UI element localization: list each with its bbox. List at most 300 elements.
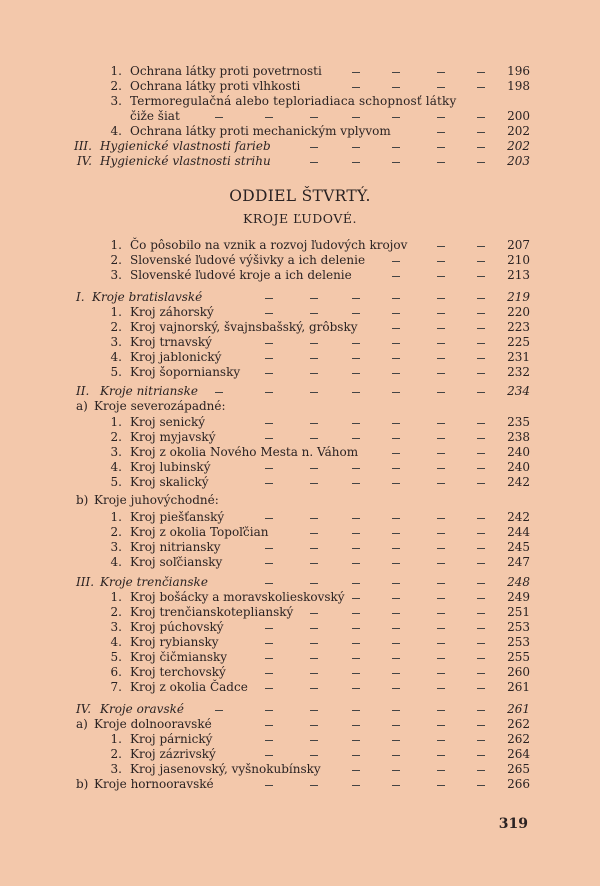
entry-text: Kroj čičmiansky (130, 650, 228, 664)
leader-dash (310, 575, 318, 590)
leader-dash (437, 238, 445, 253)
leader-dash (437, 415, 445, 430)
entry-text: Kroj terchovský (130, 665, 226, 679)
toc-entry (0, 777, 600, 792)
entry-text: Kroje bratislavské (92, 290, 203, 304)
toc-entry (0, 590, 600, 605)
page-number: 260 (507, 665, 530, 679)
leader-dash (477, 510, 485, 525)
leader-dash (392, 732, 400, 747)
entry-text: Kroj šoporniansky (130, 365, 241, 379)
toc-entry (0, 445, 600, 460)
leader-dash (265, 415, 273, 430)
leader-dash (352, 665, 360, 680)
entry-number: 3. (110, 620, 122, 634)
toc-entry (0, 415, 600, 430)
leader-dash (477, 762, 485, 777)
leader-dash (310, 525, 318, 540)
leader-dash (477, 635, 485, 650)
leader-dash (437, 680, 445, 695)
leader-dash (215, 702, 223, 717)
leader-dash (265, 305, 273, 320)
leader-dash (437, 305, 445, 320)
leader-dash (392, 777, 400, 792)
page-number: 266 (507, 777, 530, 791)
leader-dash (437, 510, 445, 525)
entry-number: 2. (110, 253, 122, 267)
entry-number: b) (76, 777, 89, 791)
entry-number: IV. (76, 702, 92, 716)
entry-number: 1. (110, 305, 122, 319)
leader-dash (265, 350, 273, 365)
leader-dash (437, 445, 445, 460)
entry-text: Kroje trenčianske (100, 575, 208, 589)
entry-number: II. (76, 384, 90, 398)
entry-text: Kroje juhovýchodné: (94, 493, 219, 507)
entry-number: 2. (110, 747, 122, 761)
leader-dash (392, 365, 400, 380)
entry-text: Čo pôsobilo na vznik a rozvoj ľudových krojov (130, 238, 408, 252)
entry-text: Kroj soľčiansky (130, 555, 223, 569)
entry-text: Kroje severozápadné: (94, 399, 226, 413)
leader-dash (265, 777, 273, 792)
page-number: 262 (507, 717, 530, 731)
leader-dash (392, 525, 400, 540)
leader-dash (265, 702, 273, 717)
toc-entry (0, 680, 600, 695)
leader-dash (352, 540, 360, 555)
leader-dash (392, 475, 400, 490)
leader-dash (310, 635, 318, 650)
entry-text: Kroj trenčianskoteplianský (130, 605, 294, 619)
entry-number: I. (76, 290, 85, 304)
toc-entry: 2. Ochrana látky proti vlhkosti 198 (110, 79, 530, 93)
leader-dash (265, 620, 273, 635)
leader-dash (265, 555, 273, 570)
leader-dash (437, 365, 445, 380)
leader-dash (352, 460, 360, 475)
leader-dash (352, 384, 360, 399)
leader-dash (477, 460, 485, 475)
page-number: 213 (507, 268, 530, 282)
toc-entry: III. Hygienické vlastnosti farieb 202 (73, 139, 530, 153)
toc-entry (0, 493, 600, 508)
toc-entry: 3. Termoregulačná alebo teploriadiaca schopnosť látky (110, 94, 457, 108)
entry-number: 5. (110, 365, 122, 379)
page-number: 247 (507, 555, 530, 569)
page-number: 251 (507, 605, 530, 619)
leader-dash (437, 253, 445, 268)
toc-entry (0, 460, 600, 475)
leader-dash (437, 268, 445, 283)
entry-text: Kroje hornooravské (94, 777, 214, 791)
leader-dash (437, 620, 445, 635)
leader-dash (310, 510, 318, 525)
leader-dash (265, 747, 273, 762)
leader-dash (392, 575, 400, 590)
entry-text: Kroj záhorský (130, 305, 214, 319)
leader-dash (477, 732, 485, 747)
toc-entry (0, 335, 600, 350)
toc-entry (0, 732, 600, 747)
leader-dash (477, 620, 485, 635)
page-number: 253 (507, 635, 530, 649)
leader-dash (310, 460, 318, 475)
page-number: 210 (507, 253, 530, 267)
leader-dash (265, 384, 273, 399)
leader-dash (392, 540, 400, 555)
leader-dash (437, 460, 445, 475)
toc-entry (0, 650, 600, 665)
entry-number: 1. (110, 510, 122, 524)
leader-dash (477, 717, 485, 732)
toc-entry (0, 510, 600, 525)
leader-dash (265, 460, 273, 475)
leader-dash (352, 650, 360, 665)
toc-entry (0, 384, 600, 399)
entry-text: Kroj z okolia Nového Mesta n. Váhom (130, 445, 359, 459)
entry-text: Slovenské ľudové výšivky a ich delenie (130, 253, 366, 267)
toc-entry: čiže šiat 200 (130, 109, 530, 123)
leader-dash (437, 335, 445, 350)
entry-text: Kroj trnavský (130, 335, 212, 349)
page-number: 200 (507, 109, 530, 123)
toc-entry (0, 620, 600, 635)
entry-number: 1. (110, 590, 122, 604)
entry-number: 4. (110, 555, 122, 569)
toc-entry (0, 399, 600, 414)
leader-dash (392, 590, 400, 605)
toc-entry (0, 540, 600, 555)
page-number: 261 (507, 680, 530, 694)
leader-dash (310, 650, 318, 665)
entry-text: Kroj skalický (130, 475, 209, 489)
entry-text: Kroj zázrivský (130, 747, 216, 761)
leader-dash (265, 665, 273, 680)
leader-dash (392, 320, 400, 335)
leader-dash (392, 762, 400, 777)
entry-number: 2. (110, 430, 122, 444)
leader-dash (310, 384, 318, 399)
page-number: 255 (507, 650, 530, 664)
leader-dash (477, 365, 485, 380)
leader-dash (477, 540, 485, 555)
entry-number: 2. (110, 525, 122, 539)
leader-dash (437, 732, 445, 747)
leader-dash (352, 305, 360, 320)
leader-dash (352, 702, 360, 717)
page-number: 240 (507, 445, 530, 459)
leader-dash (265, 475, 273, 490)
toc-entry (0, 238, 600, 253)
toc-entry (0, 350, 600, 365)
entry-text: Kroj nitriansky (130, 540, 221, 554)
leader-dash (310, 365, 318, 380)
leader-dash (392, 650, 400, 665)
entry-text: Kroj jasenovský, vyšnokubínsky (130, 762, 321, 776)
leader-dash (477, 605, 485, 620)
leader-dash (352, 590, 360, 605)
leader-dash (265, 575, 273, 590)
leader-dash (392, 620, 400, 635)
leader-dash (265, 335, 273, 350)
entry-number: a) (76, 399, 88, 413)
leader-dash (437, 350, 445, 365)
toc-entry (0, 702, 600, 717)
leader-dash (310, 555, 318, 570)
leader-dash (477, 335, 485, 350)
leader-dash (477, 445, 485, 460)
leader-dash (352, 555, 360, 570)
leader-dash (437, 320, 445, 335)
leader-dash (392, 510, 400, 525)
leader-dash (352, 525, 360, 540)
leader-dash (477, 290, 485, 305)
page-number: 248 (507, 575, 530, 589)
leader-dash (265, 540, 273, 555)
page-number: 262 (507, 732, 530, 746)
page-number: 202 (507, 139, 530, 153)
page-number: 223 (507, 320, 530, 334)
toc-entry: 4. Ochrana látky proti mechanickým vplyvom 202 (110, 124, 530, 138)
leader-dash (352, 365, 360, 380)
toc-entry: 1. Ochrana látky proti povetrnosti 196 (110, 64, 530, 78)
leader-dash (265, 717, 273, 732)
leader-dash (352, 605, 360, 620)
entry-number: 3. (110, 540, 122, 554)
toc-entry (0, 717, 600, 732)
leader-dash (392, 253, 400, 268)
entry-text: Slovenské ľudové kroje a ich delenie (130, 268, 352, 282)
entry-text: Kroj rybiansky (130, 635, 219, 649)
leader-dash (477, 777, 485, 792)
leader-dash (352, 290, 360, 305)
leader-dash (310, 717, 318, 732)
leader-dash (477, 702, 485, 717)
leader-dash (352, 635, 360, 650)
leader-dash (352, 777, 360, 792)
entry-number: a) (76, 717, 88, 731)
leader-dash (352, 350, 360, 365)
leader-dash (310, 350, 318, 365)
page-number: 244 (507, 525, 530, 539)
leader-dash (352, 762, 360, 777)
leader-dash (437, 635, 445, 650)
entry-text: Kroj bošácky a moravskoliеskovský (130, 590, 345, 604)
leader-dash (352, 430, 360, 445)
leader-dash (310, 475, 318, 490)
leader-dash (437, 777, 445, 792)
entry-number: 3. (110, 762, 122, 776)
leader-dash (437, 717, 445, 732)
leader-dash (437, 430, 445, 445)
leader-dash (265, 635, 273, 650)
toc-entry (0, 665, 600, 680)
entry-number: b) (76, 493, 89, 507)
entry-number: 4. (110, 350, 122, 364)
page-number: 242 (507, 510, 530, 524)
leader-dash (392, 460, 400, 475)
leader-dash (477, 475, 485, 490)
entry-number: 3. (110, 268, 122, 282)
entry-text: Kroj senický (130, 415, 206, 429)
entry-number: 5. (110, 475, 122, 489)
section-subtitle: KROJE ĽUDOVÉ. (243, 211, 357, 226)
entry-text: Kroje oravské (100, 702, 184, 716)
entry-number: 4. (110, 460, 122, 474)
page-number: 235 (507, 415, 530, 429)
leader-dash (265, 430, 273, 445)
leader-dash (477, 680, 485, 695)
page-number: 203 (507, 154, 530, 168)
leader-dash (477, 384, 485, 399)
leader-dash (392, 635, 400, 650)
leader-dash (215, 384, 223, 399)
leader-dash (392, 445, 400, 460)
entry-number: III. (76, 575, 95, 589)
toc-entry (0, 635, 600, 650)
section-title: ODDIEL ŠTVRTÝ. (229, 187, 371, 205)
leader-dash (392, 555, 400, 570)
entry-number: 6. (110, 665, 122, 679)
leader-dash (265, 290, 273, 305)
page-number: 220 (507, 305, 530, 319)
page-number: 245 (507, 540, 530, 554)
page-number: 265 (507, 762, 530, 776)
leader-dash (352, 575, 360, 590)
page-number: 198 (507, 79, 530, 93)
leader-dash (477, 430, 485, 445)
toc-entry (0, 320, 600, 335)
toc-entry (0, 525, 600, 540)
leader-dash (392, 702, 400, 717)
leader-dash (352, 510, 360, 525)
page-number: 264 (507, 747, 530, 761)
entry-text: Kroj z okolia Topoľčian (130, 525, 269, 539)
leader-dash (352, 475, 360, 490)
page-number: 196 (507, 64, 530, 78)
entry-text: Kroj z okolia Čadce (130, 680, 248, 694)
leader-dash (310, 620, 318, 635)
leader-dash (437, 555, 445, 570)
leader-dash (477, 650, 485, 665)
leader-dash (310, 665, 318, 680)
leader-dash (310, 540, 318, 555)
leader-dash (437, 702, 445, 717)
leader-dash (310, 747, 318, 762)
leader-dash (392, 665, 400, 680)
leader-dash (437, 384, 445, 399)
leader-dash (310, 415, 318, 430)
leader-dash (392, 384, 400, 399)
toc-entry (0, 253, 600, 268)
leader-dash (477, 350, 485, 365)
entry-text: Kroje nitrianske (100, 384, 198, 398)
leader-dash (437, 525, 445, 540)
page-number: 231 (507, 350, 530, 364)
entry-number: 1. (110, 415, 122, 429)
toc-entry (0, 290, 600, 305)
page-number: 238 (507, 430, 530, 444)
leader-dash (477, 575, 485, 590)
toc-entry (0, 430, 600, 445)
leader-dash (477, 305, 485, 320)
leader-dash (310, 305, 318, 320)
leader-dash (437, 290, 445, 305)
entry-number: 7. (110, 680, 122, 694)
leader-dash (310, 335, 318, 350)
entry-number: 3. (110, 445, 122, 459)
page-number: 225 (507, 335, 530, 349)
leader-dash (392, 680, 400, 695)
leader-dash (477, 415, 485, 430)
toc-entry: IV. Hygienické vlastnosti strihu 203 (76, 154, 530, 168)
leader-dash (310, 680, 318, 695)
leader-dash (437, 762, 445, 777)
leader-dash (352, 747, 360, 762)
leader-dash (437, 650, 445, 665)
leader-dash (310, 702, 318, 717)
leader-dash (352, 620, 360, 635)
toc-entry (0, 575, 600, 590)
entry-text: Kroje dolnooravské (94, 717, 212, 731)
page-number: 219 (507, 290, 530, 304)
leader-dash (477, 253, 485, 268)
toc-entry (0, 762, 600, 777)
leader-dash (310, 290, 318, 305)
leader-dash (392, 305, 400, 320)
leader-dash (477, 555, 485, 570)
page-number: 202 (507, 124, 530, 138)
entry-number: 4. (110, 635, 122, 649)
entry-text: Kroj piešťanský (130, 510, 225, 524)
entry-text: Kroj myjavský (130, 430, 216, 444)
page-number: 240 (507, 460, 530, 474)
entry-text: Kroj púchovský (130, 620, 224, 634)
leader-dash (310, 430, 318, 445)
leader-dash (477, 238, 485, 253)
leader-dash (477, 525, 485, 540)
leader-dash (265, 650, 273, 665)
leader-dash (352, 732, 360, 747)
entry-number: 2. (110, 320, 122, 334)
leader-dash (392, 335, 400, 350)
toc-entry (0, 747, 600, 762)
leader-dash (437, 540, 445, 555)
leader-dash (477, 320, 485, 335)
toc-entry (0, 268, 600, 283)
entry-text: Kroj jablonický (130, 350, 222, 364)
entry-number: 2. (110, 605, 122, 619)
leader-dash (392, 268, 400, 283)
leader-dash (477, 665, 485, 680)
leader-dash (437, 605, 445, 620)
leader-dash (392, 717, 400, 732)
page-number: 249 (507, 590, 530, 604)
entry-number: 1. (110, 732, 122, 746)
leader-dash (352, 717, 360, 732)
entry-text: Kroj párnický (130, 732, 213, 746)
leader-dash (265, 732, 273, 747)
toc-entry (0, 365, 600, 380)
leader-dash (310, 605, 318, 620)
leader-dash (437, 475, 445, 490)
page-number: 242 (507, 475, 530, 489)
leader-dash (477, 590, 485, 605)
leader-dash (392, 430, 400, 445)
page-number: 207 (507, 238, 530, 252)
leader-dash (392, 605, 400, 620)
